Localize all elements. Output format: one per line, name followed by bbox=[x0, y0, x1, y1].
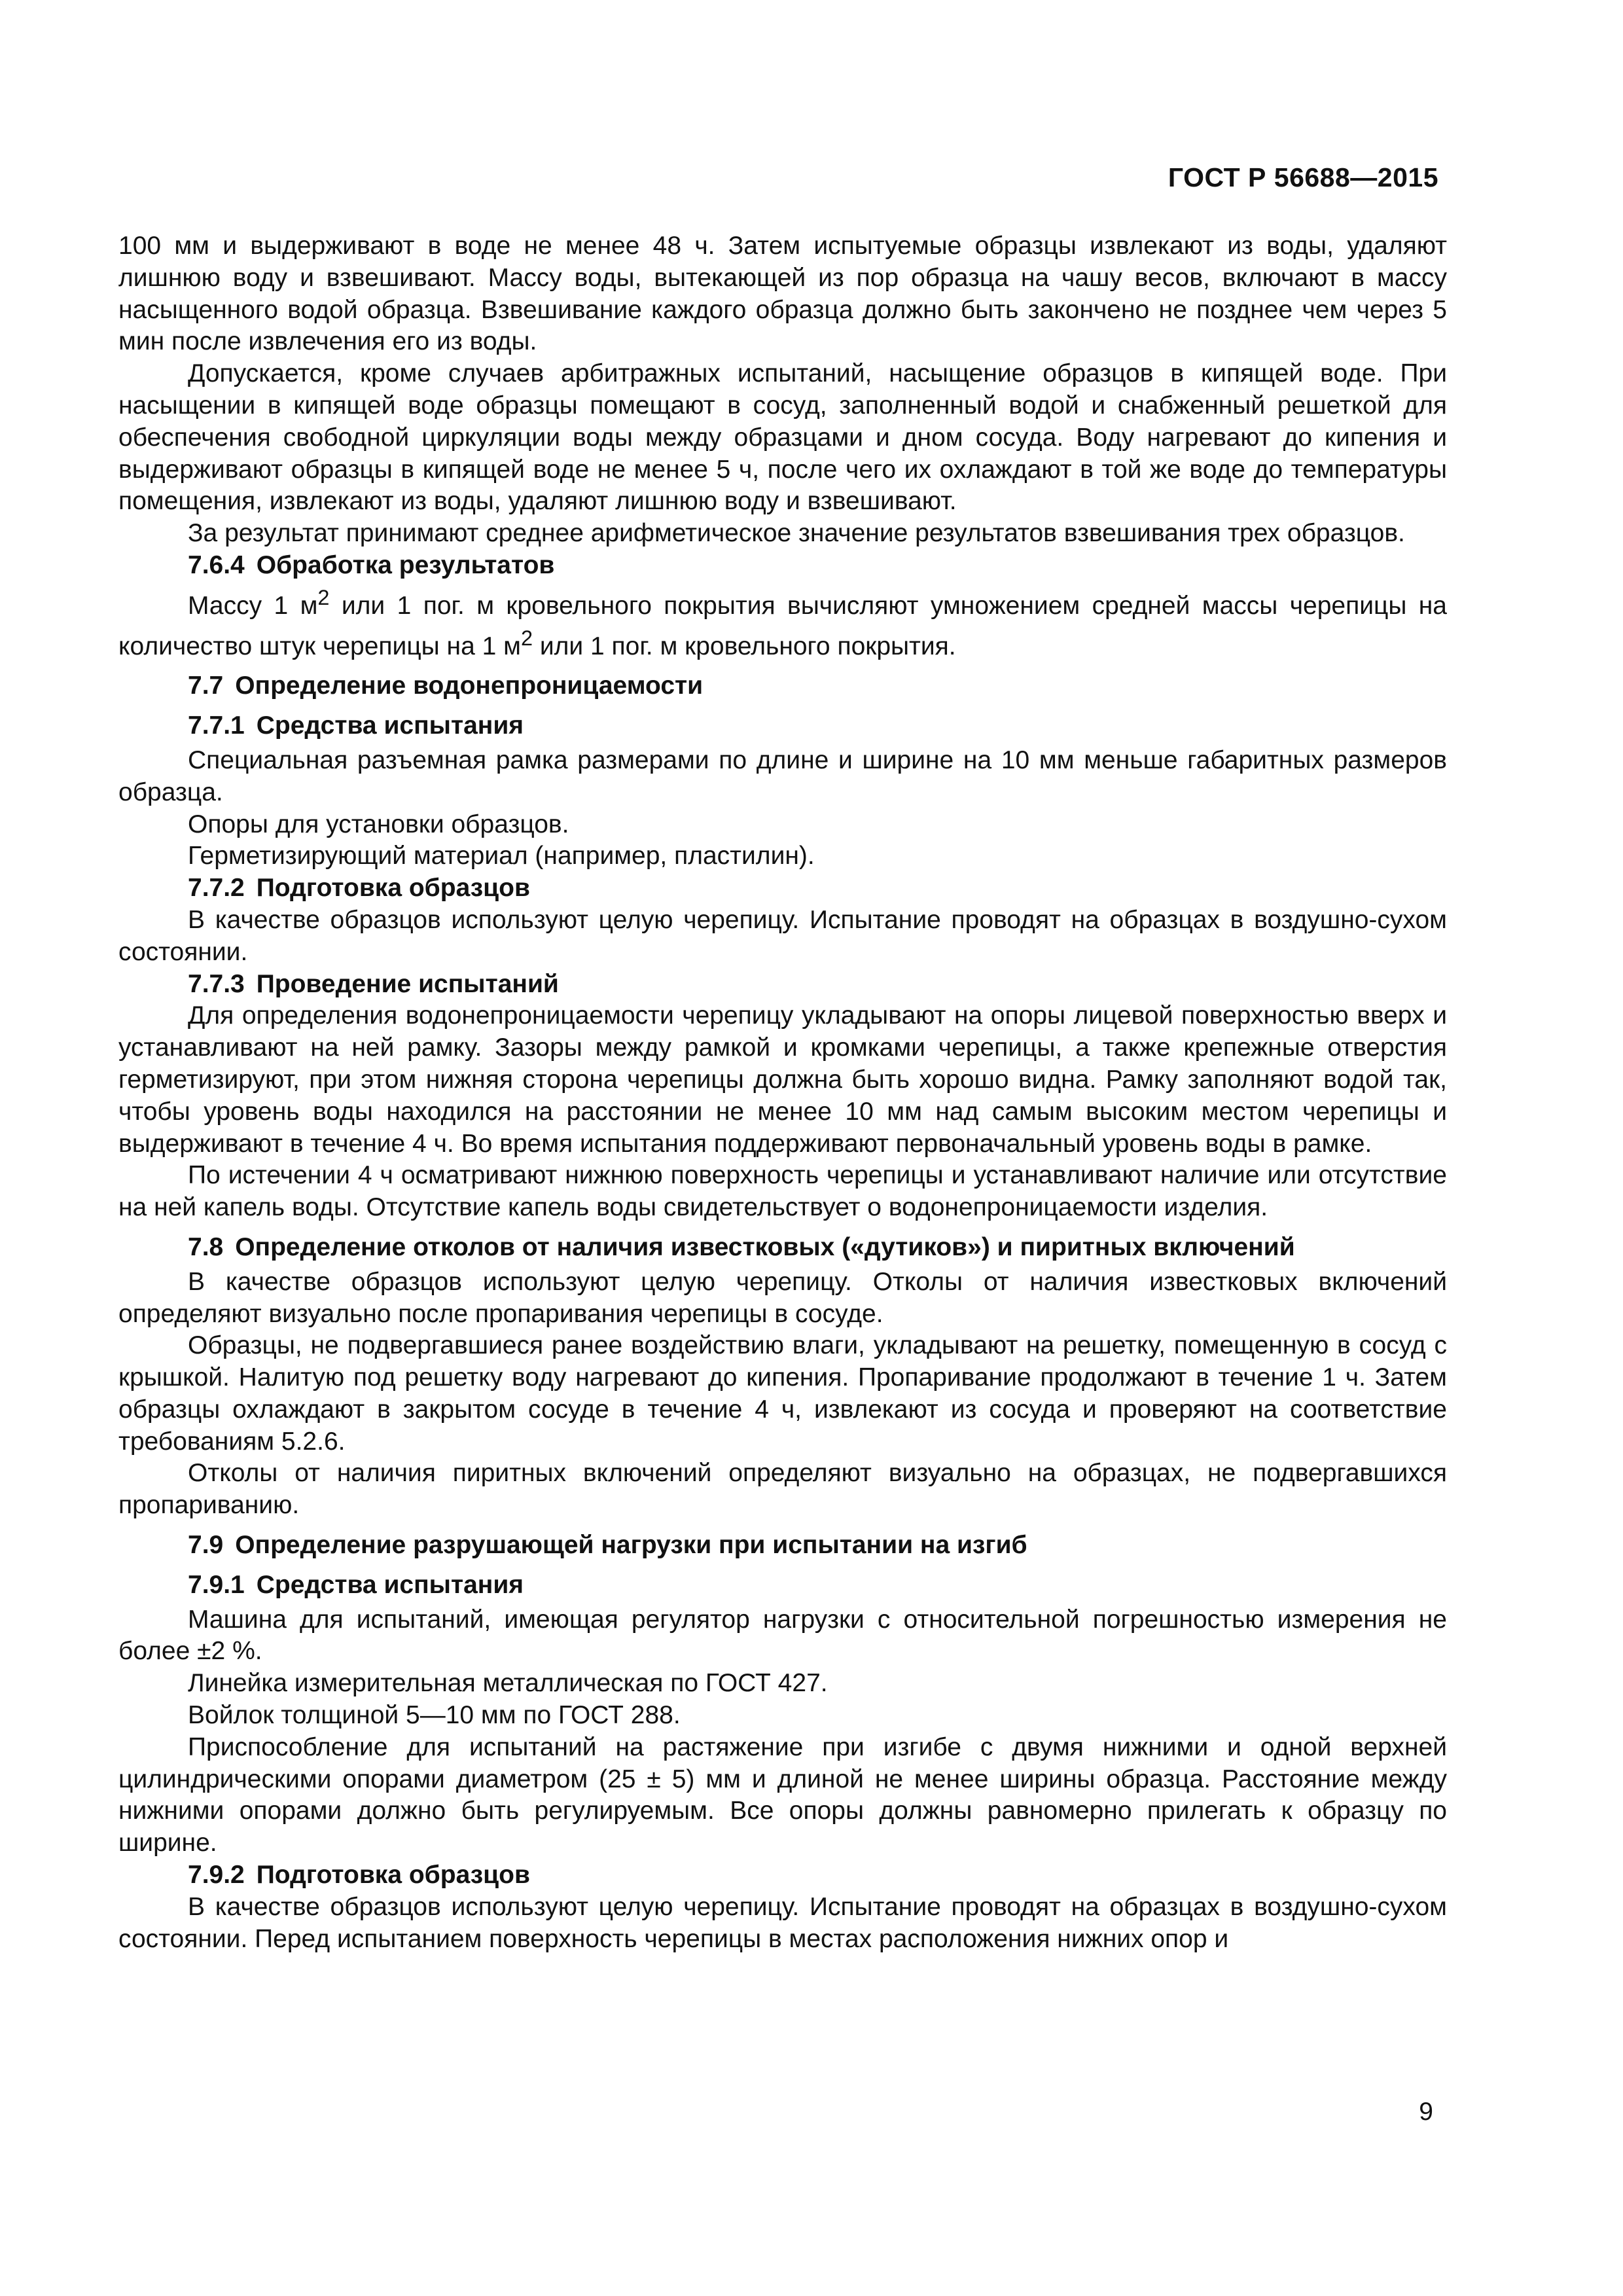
paragraph: Специальная разъемная рамка размерами по длине и ширине на 10 мм меньше габаритных размеров образца. bbox=[118, 745, 1447, 806]
section-heading-7-7-2 bbox=[118, 872, 1447, 905]
section-title: Подготовка образцов bbox=[256, 1861, 530, 1890]
section-heading-7-7 bbox=[118, 670, 1447, 702]
text-fragment: или 1 пог. м кровельного покрытия вычисляют умножением средней массы черепицы на количество штук черепицы на 1 м bbox=[118, 591, 1447, 660]
paragraph: За результат принимают среднее арифметическое значение результатов взвешивания трех образцов. bbox=[188, 519, 1405, 548]
paragraph: Опоры для установки образцов. bbox=[188, 810, 569, 838]
paragraph: В качестве образцов используют целую черепицу. Испытание проводят на образцах в воздушно-сухом состоянии. bbox=[118, 905, 1447, 966]
paragraph: В качестве образцов используют целую черепицу. Отколы от наличия известковых включений определяют визуально после пропаривания черепицы в сосуде. bbox=[118, 1267, 1447, 1328]
section-heading-7-9 bbox=[118, 1530, 1447, 1562]
section-title: Определение водонепроницаемости bbox=[235, 672, 704, 700]
paragraph: Для определения водонепроницаемости черепицу укладывают на опоры лицевой поверхностью вверх и устанавливают на ней рамку. Зазоры между рамкой и кромками черепицы, а также крепежные отверстия герметизируют, при этом нижняя сторона черепицы должна быть хорошо видна. Рамку заполняют водой так, чтобы уровень воды находился на расстоянии не менее 10 мм над самым высоким местом черепицы и выдерживают в течение 4 ч. Во время испытания поддерживают первоначальный уровень воды в рамке. bbox=[118, 1001, 1447, 1158]
section-heading-7-9-1 bbox=[118, 1570, 1447, 1602]
text-fragment: Массу 1 м bbox=[188, 591, 318, 620]
section-number: 7.8 bbox=[188, 1232, 224, 1261]
section-heading-7-8 bbox=[118, 1232, 1447, 1264]
section-title: Средства испытания bbox=[256, 1570, 524, 1599]
paragraph: По истечении 4 ч осматривают нижнюю поверхность черепицы и устанавливают наличие или отсутствие на ней капель воды. Отсутствие капель воды свидетельствует о водонепроницаемости изделия. bbox=[118, 1161, 1447, 1222]
section-title: Обработка результатов bbox=[256, 550, 555, 579]
section-title: Проведение испытаний bbox=[256, 969, 559, 998]
paragraph: Войлок толщиной 5—10 мм по ГОСТ 288. bbox=[188, 1701, 681, 1730]
document-header: ГОСТ Р 56688—2015 bbox=[1168, 162, 1438, 192]
section-number: 7.9.2 bbox=[188, 1861, 245, 1890]
paragraph: Линейка измерительная металлическая по ГОСТ 427. bbox=[188, 1669, 828, 1698]
paragraph bbox=[118, 582, 1447, 663]
paragraph: Герметизирующий материал (например, пластилин). bbox=[188, 842, 815, 870]
section-number: 7.7.2 bbox=[188, 874, 245, 903]
document-body bbox=[118, 230, 1447, 1955]
section-number: 7.9.1 bbox=[188, 1570, 245, 1599]
paragraph: Отколы от наличия пиритных включений определяют визуально на образцах, не подвергавшихся пропариванию. bbox=[118, 1459, 1447, 1520]
section-number: 7.6.4 bbox=[188, 550, 245, 579]
text-fragment: или 1 пог. м кровельного покрытия. bbox=[533, 632, 956, 660]
section-number: 7.9 bbox=[188, 1531, 224, 1560]
section-title: Подготовка образцов bbox=[256, 874, 530, 903]
paragraph: В качестве образцов используют целую черепицу. Испытание проводят на образцах в воздушно-сухом состоянии. Перед испытанием поверхность черепицы в местах расположения нижних опор и bbox=[118, 1892, 1447, 1953]
section-title: Определение разрушающей нагрузки при испытании на изгиб bbox=[235, 1531, 1027, 1560]
section-number: 7.7.3 bbox=[188, 969, 245, 998]
section-heading-7-9-2 bbox=[118, 1859, 1447, 1892]
section-title: Средства испытания bbox=[256, 711, 524, 740]
superscript: 2 bbox=[520, 626, 533, 650]
paragraph: Образцы, не подвергавшиеся ранее воздействию влаги, укладывают на решетку, помещенную в сосуд с крышкой. Налитую под решетку воду нагревают до кипения. Пропаривание продолжают в течение 1 ч. Затем образцы охлаждают в закрытом сосуде в течение 4 ч, извлекают из сосуда и проверяют на соответствие требованиям 5.2.6. bbox=[118, 1331, 1447, 1456]
paragraph: Допускается, кроме случаев арбитражных испытаний, насыщение образцов в кипящей воде. При насыщении в кипящей воде образцы помещают в сосуд, заполненный водой и снабженный решеткой для обеспечения свободной циркуляции воды между образцами и дном сосуда. Воду нагревают до кипения и выдерживают образцы в кипящей воде не менее 5 ч, после чего их охлаждают в той же воде до температуры помещения, извлекают из воды, удаляют лишнюю воду и взвешивают. bbox=[118, 359, 1447, 516]
section-heading-7-6-4 bbox=[118, 550, 1447, 582]
superscript: 2 bbox=[317, 585, 330, 609]
page-number: 9 bbox=[1419, 2098, 1433, 2126]
section-title: Определение отколов от наличия известковых («дутиков») и пиритных включений bbox=[235, 1232, 1295, 1261]
section-heading-7-7-1 bbox=[118, 710, 1447, 742]
section-heading-7-7-3 bbox=[118, 969, 1447, 1001]
section-number: 7.7 bbox=[188, 672, 224, 700]
section-number: 7.7.1 bbox=[188, 711, 245, 740]
paragraph: Машина для испытаний, имеющая регулятор нагрузки с относительной погрешностью измерения не более ±2 %. bbox=[118, 1605, 1447, 1666]
paragraph: Приспособление для испытаний на растяжение при изгибе с двумя нижними и одной верхней цилиндрическими опорами диаметром (25 ± 5) мм и длиной не менее ширины образца. Расстояние между нижними опорами должно быть регулируемым. Все опоры должны равномерно прилегать к образцу по ширине. bbox=[118, 1732, 1447, 1857]
paragraph: 100 мм и выдерживают в воде не менее 48 ч. Затем испытуемые образцы извлекают из воды, удаляют лишнюю воду и взвешивают. Массу воды, вытекающей из пор образца на чашу весов, включают в массу насыщенного водой образца. Взвешивание каждого образца должно быть закончено не позднее чем через 5 мин после извлечения его из воды. bbox=[118, 232, 1447, 356]
